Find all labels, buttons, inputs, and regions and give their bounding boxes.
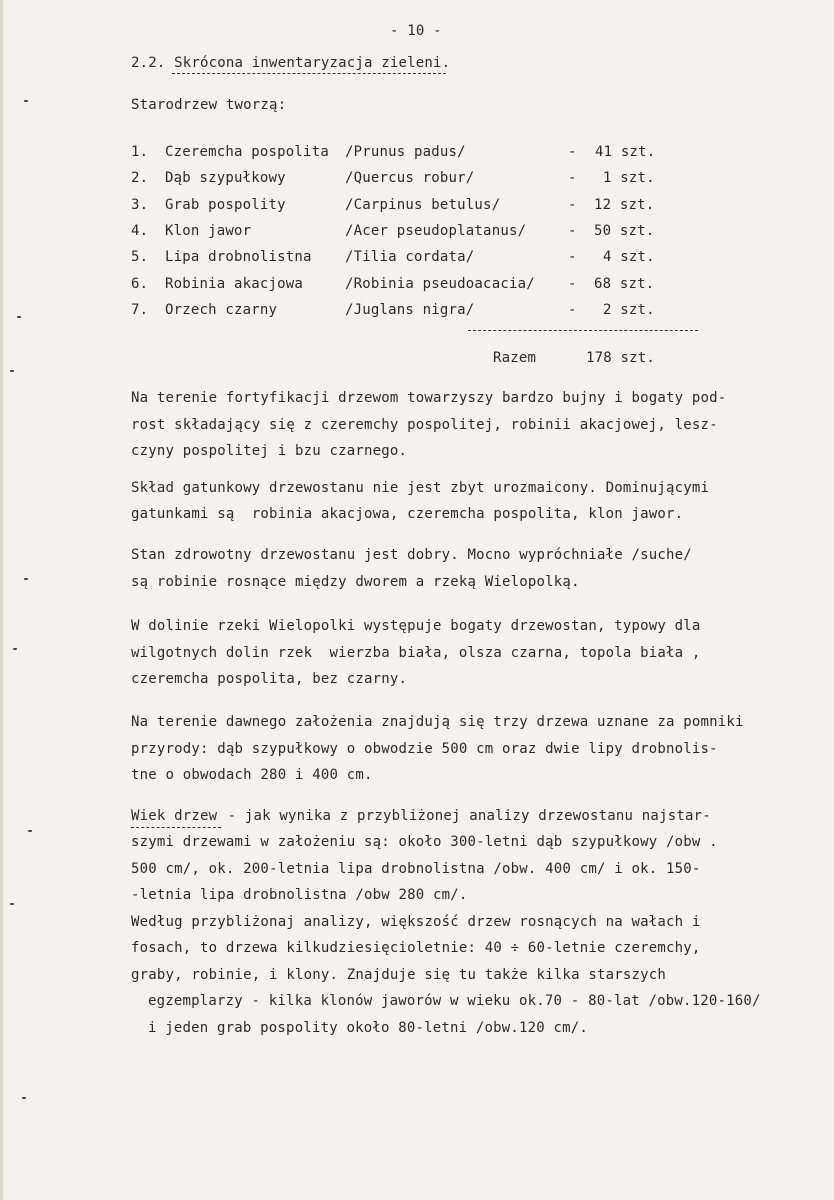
tree-number: 5. <box>131 249 149 265</box>
paragraph-line: 500 cm/, ok. 200-letnia lipa drobnolistna /obw. 400 cm/ i ok. 150- <box>131 861 701 877</box>
tree-latin-name: /Acer pseudoplatanus/ <box>345 223 527 239</box>
paragraph-line: fosach, to drzewa kilkudziesięcioletnie: 40 ÷ 60-letnie czeremchy, <box>131 940 701 956</box>
tree-number: 1. <box>131 144 149 160</box>
scan-speck <box>10 903 14 905</box>
tree-count: 50 szt. <box>594 223 655 239</box>
tree-number: 7. <box>131 302 149 318</box>
paragraph-line: Według przybliżonaj analizy, większość drzew rosnących na wałach i <box>131 914 701 930</box>
page-edge-shadow <box>0 0 3 1200</box>
paragraph-line: W dolinie rzeki Wielopolki występuje bogaty drzewostan, typowy dla <box>131 618 701 634</box>
paragraph-line: rost składający się z czeremchy pospolitej, robinii akacjowej, lesz- <box>131 417 718 433</box>
total-value: 178 szt. <box>586 350 656 366</box>
scan-speck <box>28 830 32 832</box>
tree-dash: - <box>568 197 577 213</box>
paragraph-line: -letnia lipa drobnolistna /obw 280 cm/. <box>131 887 468 903</box>
tree-latin-name: /Prunus padus/ <box>345 144 466 160</box>
tree-dash: - <box>568 223 577 239</box>
tree-count: 41 szt. <box>595 144 656 160</box>
tree-latin-name: /Juglans nigra/ <box>345 302 475 318</box>
section-title: 2.2. Skrócona inwentaryzacja zieleni. <box>131 55 451 71</box>
tree-number: 4. <box>131 223 149 239</box>
tree-name: Dąb szypułkowy <box>165 170 286 186</box>
paragraph-line: tne o obwodach 280 i 400 cm. <box>131 767 373 783</box>
tree-dash: - <box>568 249 577 265</box>
tree-name: Lipa drobnolistna <box>165 249 312 265</box>
tree-dash: - <box>568 276 577 292</box>
scan-speck <box>17 316 21 318</box>
tree-name: Robinia akacjowa <box>165 276 304 292</box>
scan-speck <box>24 100 28 102</box>
tree-count: 68 szt. <box>594 276 655 292</box>
tree-count: 2 szt. <box>603 302 655 318</box>
tree-number: 6. <box>131 276 149 292</box>
paragraph-line: Na terenie fortyfikacji drzewom towarzyszy bardzo bujny i bogaty pod- <box>131 390 727 406</box>
intro-text: Starodrzew tworzą: <box>131 97 287 113</box>
paragraph-line: Na terenie dawnego założenia znajdują się trzy drzewa uznane za pomniki <box>131 714 744 730</box>
tree-dash: - <box>568 170 577 186</box>
tree-count: 4 szt. <box>603 249 655 265</box>
paragraph-line: egzemplarzy - kilka klonów jaworów w wieku ok.70 - 80-lat /obw.120-160/ <box>148 993 761 1009</box>
tree-latin-name: /Carpinus betulus/ <box>345 197 501 213</box>
scan-speck <box>10 370 14 372</box>
paragraph-line: Stan zdrowotny drzewostanu jest dobry. Mocno wypróchniałe /suche/ <box>131 547 692 563</box>
tree-dash: - <box>568 302 577 318</box>
scan-speck <box>24 578 28 580</box>
tree-latin-name: /Quercus robur/ <box>345 170 475 186</box>
tree-name: Czeremcha pospolita <box>165 144 329 160</box>
paragraph-line: gatunkami są robinia akacjowa, czeremcha pospolita, klon jawor. <box>131 506 684 522</box>
paragraph-line: Skład gatunkowy drzewostanu nie jest zbyt urozmaicony. Dominującymi <box>131 480 710 496</box>
tree-name: Orzech czarny <box>165 302 278 318</box>
total-separator-line <box>468 330 698 331</box>
tree-dash: - <box>568 144 577 160</box>
tree-name: Grab pospolity <box>165 197 286 213</box>
tree-name: Klon jawor <box>165 223 252 239</box>
tree-count: 1 szt. <box>603 170 655 186</box>
tree-latin-name: /Robinia pseudoacacia/ <box>345 276 535 292</box>
tree-number: 2. <box>131 170 149 186</box>
section-title-underline <box>172 73 446 74</box>
paragraph-line: i jeden grab pospolity około 80-letni /obw.120 cm/. <box>148 1020 589 1036</box>
page-number: - 10 - <box>390 23 442 39</box>
tree-age-heading-underline <box>131 827 221 828</box>
tree-number: 3. <box>131 197 149 213</box>
total-label: Razem <box>493 350 537 366</box>
paragraph-line: czeremcha pospolita, bez czarny. <box>131 671 408 687</box>
paragraph-line: graby, robinie, i klony. Znajduje się tu także kilka starszych <box>131 967 666 983</box>
paragraph-line: szymi drzewami w założeniu są: około 300-letni dąb szypułkowy /obw . <box>131 834 718 850</box>
paragraph-line: - jak wynika z przybliżonej analizy drzewostanu najstar- <box>219 808 711 824</box>
paragraph-line: czyny pospolitej i bzu czarnego. <box>131 443 408 459</box>
tree-age-heading: Wiek drzew <box>131 808 218 824</box>
scan-speck <box>22 1097 26 1099</box>
tree-latin-name: /Tilia cordata/ <box>345 249 475 265</box>
tree-count: 12 szt. <box>594 197 655 213</box>
paragraph-line: są robinie rosnące między dworem a rzeką Wielopolką. <box>131 574 580 590</box>
paragraph-line: przyrody: dąb szypułkowy o obwodzie 500 cm oraz dwie lipy drobnolis- <box>131 741 718 757</box>
scan-speck <box>13 648 17 650</box>
paragraph-line: wilgotnych dolin rzek wierzba biała, olsza czarna, topola biała , <box>131 645 701 661</box>
